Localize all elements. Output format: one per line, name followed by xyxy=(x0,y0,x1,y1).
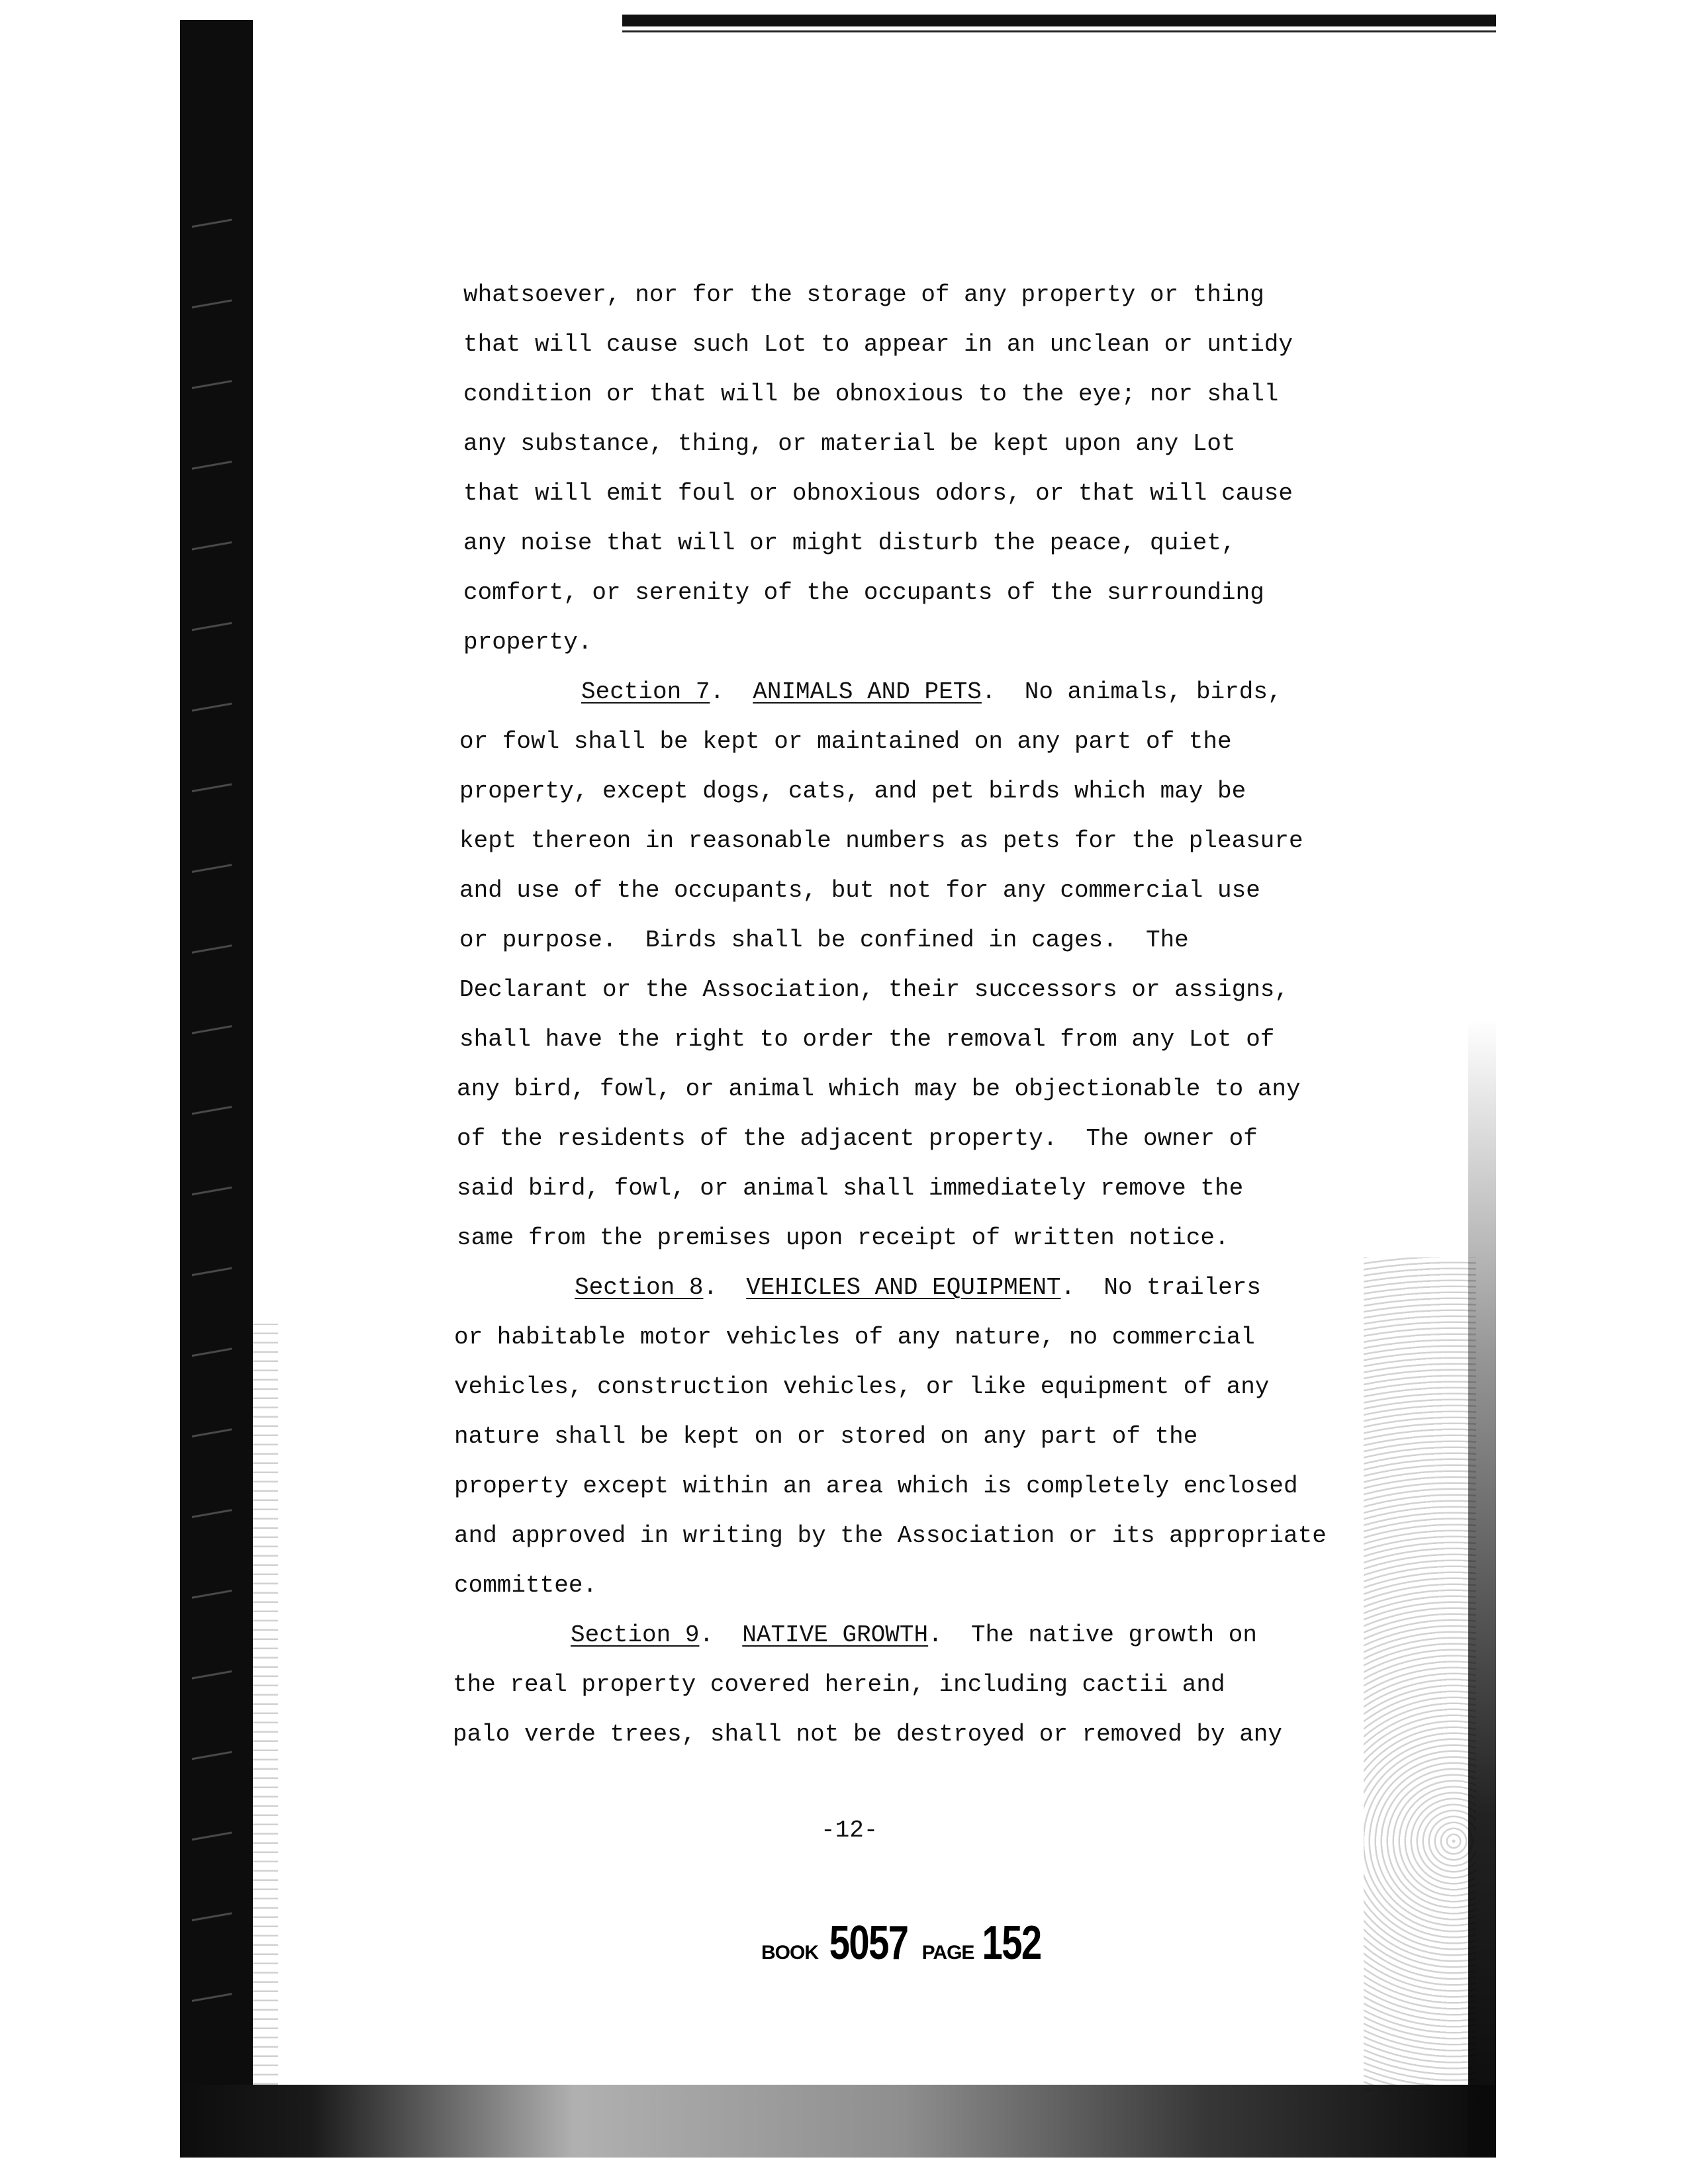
section-label: Section 9 xyxy=(571,1621,700,1649)
text-line: property except within an area which is completely enclosed xyxy=(454,1473,1298,1500)
text-line: that will emit foul or obnoxious odors, or that will cause xyxy=(463,480,1293,507)
text-line: Declarant or the Association, their successors or assigns, xyxy=(459,976,1289,1003)
scan-noise-right xyxy=(1364,1257,1476,2091)
text-line: shall have the right to order the removal from any Lot of xyxy=(459,1026,1275,1053)
page-number-stamp: 152 xyxy=(982,1917,1042,1970)
scan-bottom-edge xyxy=(180,2085,1496,2158)
section-title: VEHICLES AND EQUIPMENT xyxy=(746,1274,1061,1301)
text-line: the real property covered herein, including cactii and xyxy=(453,1671,1225,1698)
book-number: 5057 xyxy=(829,1917,908,1970)
text-line: or fowl shall be kept or maintained on any part of the xyxy=(459,728,1232,755)
text-line: property, except dogs, cats, and pet birds which may be xyxy=(459,778,1246,805)
text-line: of the residents of the adjacent property. The owner of xyxy=(457,1125,1258,1152)
scan-scratches xyxy=(192,199,232,2052)
text-line: or habitable motor vehicles of any nature, no commercial xyxy=(454,1324,1255,1351)
section-label: Section 7 xyxy=(581,678,710,705)
section-title: NATIVE GROWTH xyxy=(742,1621,929,1649)
section-title: ANIMALS AND PETS xyxy=(753,678,982,705)
scan-top-edge-line xyxy=(622,30,1496,32)
section-first-line: The native growth on xyxy=(970,1621,1257,1649)
text-line: comfort, or serenity of the occupants of the surrounding xyxy=(463,579,1264,606)
section-8-heading: Section 8. VEHICLES AND EQUIPMENT. No trailers xyxy=(575,1274,1261,1301)
text-line: committee. xyxy=(454,1572,598,1599)
text-line: same from the premises upon receipt of written notice. xyxy=(457,1224,1229,1251)
page-number: -12- xyxy=(821,1817,878,1844)
text-line: any substance, thing, or material be kept upon any Lot xyxy=(463,430,1236,457)
text-line: vehicles, construction vehicles, or like equipment of any xyxy=(454,1373,1270,1400)
book-page-stamp xyxy=(761,1916,1050,1976)
text-line: and approved in writing by the Association or its appropriate xyxy=(454,1522,1327,1549)
text-line: property. xyxy=(463,629,592,656)
text-line: any bird, fowl, or animal which may be objectionable to any xyxy=(457,1075,1301,1103)
text-line: and use of the occupants, but not for any commercial use xyxy=(459,877,1260,904)
text-line: said bird, fowl, or animal shall immediately remove the xyxy=(457,1175,1244,1202)
scan-top-edge xyxy=(622,15,1496,26)
section-first-line: No animals, birds, xyxy=(1024,678,1282,705)
text-line: kept thereon in reasonable numbers as pets for the pleasure xyxy=(459,827,1303,854)
book-label: BOOK xyxy=(761,1942,818,1964)
text-line: or purpose. Birds shall be confined in cages. The xyxy=(459,927,1189,954)
scan-noise-left xyxy=(252,1324,278,2085)
text-line: any noise that will or might disturb the peace, quiet, xyxy=(463,529,1236,557)
text-line: nature shall be kept on or stored on any part of the xyxy=(454,1423,1198,1450)
text-line: that will cause such Lot to appear in an unclean or untidy xyxy=(463,331,1293,358)
section-label: Section 8 xyxy=(575,1274,704,1301)
text-line: whatsoever, nor for the storage of any property or thing xyxy=(463,281,1264,308)
section-7-heading: Section 7. ANIMALS AND PETS. No animals, birds, xyxy=(581,678,1282,705)
text-line: condition or that will be obnoxious to the eye; nor shall xyxy=(463,381,1279,408)
section-9-heading: Section 9. NATIVE GROWTH. The native growth on xyxy=(571,1621,1257,1649)
page-label: PAGE xyxy=(921,1942,974,1964)
section-first-line: No trailers xyxy=(1103,1274,1261,1301)
text-line: palo verde trees, shall not be destroyed or removed by any xyxy=(453,1721,1283,1748)
